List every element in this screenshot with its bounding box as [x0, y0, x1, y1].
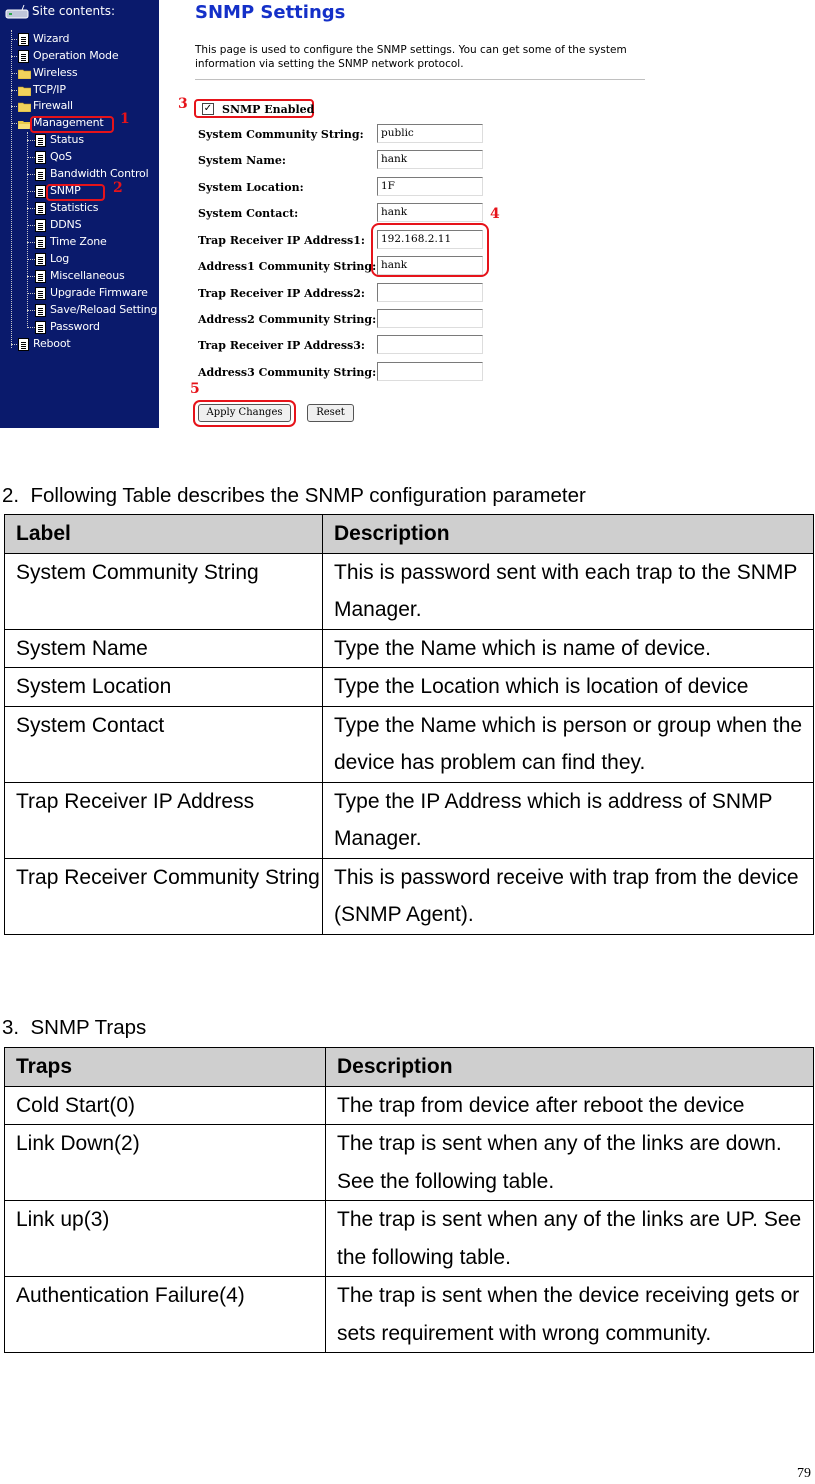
trap-cell: Cold Start(0) [5, 1086, 326, 1125]
doc-icon [35, 185, 46, 198]
router-logo-icon [4, 4, 30, 22]
field-label: Trap Receiver IP Address2: [198, 287, 365, 300]
tree-connector [27, 327, 35, 328]
field-label: Trap Receiver IP Address1: [198, 234, 365, 247]
divider [195, 79, 645, 80]
section-2-heading: 2. Following Table describes the SNMP configuration parameter [2, 484, 586, 507]
table-header-row [5, 1048, 814, 1087]
doc-icon [18, 338, 29, 351]
callout-number: 1 [120, 111, 130, 127]
callout-box-snmp [46, 184, 105, 201]
sidebar-item[interactable]: Operation Mode [33, 49, 119, 62]
table-row [5, 668, 814, 707]
sidebar-item[interactable]: Wizard [33, 32, 70, 45]
snmp-enabled-label: SNMP Enabled [222, 103, 315, 116]
page-title: SNMP Settings [195, 2, 346, 23]
tree-connector [27, 310, 35, 311]
sidebar-title: Site contents: [32, 4, 116, 18]
description-cell: Type the Name which is person or group when the device has problem can find they. [323, 706, 814, 782]
page-description: This page is used to configure the SNMP settings. You can get some of the system information via setting the SNMP network protocol. [195, 44, 627, 70]
sidebar-item[interactable]: Firewall [33, 99, 73, 112]
tree-connector [27, 276, 35, 277]
description-cell: Type the Name which is name of device. [323, 629, 814, 668]
label-cell: Trap Receiver IP Address [5, 782, 323, 858]
tree-connector [27, 174, 35, 175]
field-label: System Contact: [198, 207, 299, 220]
sidebar-item[interactable]: Miscellaneous [50, 269, 125, 282]
field-label: Address2 Community String: [198, 313, 377, 326]
sidebar-item[interactable]: Reboot [33, 337, 71, 350]
field-label: System Name: [198, 154, 286, 167]
sidebar-item[interactable]: Save/Reload Setting [50, 303, 158, 316]
sidebar-item[interactable]: Management [33, 116, 104, 129]
apply-changes-button[interactable]: Apply Changes [198, 404, 291, 422]
trap-cell: Link up(3) [5, 1201, 326, 1277]
label-cell: System Name [5, 629, 323, 668]
description-cell: The trap from device after reboot the device [326, 1086, 814, 1125]
sidebar-item[interactable]: Wireless [33, 66, 78, 79]
description-cell: This is password sent with each trap to the SNMP Manager. [323, 553, 814, 629]
snmp-traps-table [4, 1047, 814, 1353]
doc-icon [35, 236, 46, 249]
doc-icon [18, 50, 29, 63]
tree-connector [27, 191, 35, 192]
folder-icon [18, 86, 31, 96]
tree-connector [27, 259, 35, 260]
tree-connector [27, 208, 35, 209]
sidebar-item[interactable]: Statistics [50, 201, 99, 214]
field-input[interactable] [377, 283, 483, 302]
description-cell: This is password receive with trap from the device (SNMP Agent). [323, 858, 814, 934]
tree-connector [27, 242, 35, 243]
field-input[interactable]: hank [377, 150, 483, 169]
folder-icon [18, 69, 31, 79]
snmp-traps-rows [5, 1086, 814, 1353]
column-header-description: Description [323, 515, 814, 554]
doc-icon [18, 33, 29, 46]
callout-number: 3 [178, 96, 188, 112]
doc-icon [35, 151, 46, 164]
doc-icon [35, 253, 46, 266]
callout-number: 2 [113, 180, 123, 196]
sidebar-item[interactable]: Password [50, 320, 100, 333]
field-input[interactable]: 192.168.2.11 [377, 230, 483, 249]
field-label: System Location: [198, 181, 304, 194]
description-cell: The trap is sent when any of the links are UP. See the following table. [326, 1201, 814, 1277]
field-input[interactable]: public [377, 124, 483, 143]
sidebar-item[interactable]: Time Zone [50, 235, 107, 248]
field-input[interactable]: 1F [377, 177, 483, 196]
label-cell: System Contact [5, 706, 323, 782]
description-cell: The trap is sent when the device receiving gets or sets requirement with wrong community. [326, 1277, 814, 1353]
tree-connector [27, 225, 35, 226]
doc-icon [35, 202, 46, 215]
field-label: Trap Receiver IP Address3: [198, 339, 365, 352]
table-row [5, 553, 814, 629]
section-3-heading: 3. SNMP Traps [2, 1016, 147, 1039]
label-cell: Trap Receiver Community String [5, 858, 323, 934]
doc-icon [35, 304, 46, 317]
column-header-label: Label [5, 515, 323, 554]
snmp-parameter-table [4, 514, 814, 935]
doc-icon [35, 321, 46, 334]
field-label: System Community String: [198, 128, 364, 141]
column-header-traps: Traps [5, 1048, 326, 1087]
tree-line [27, 132, 28, 328]
table-row [5, 782, 814, 858]
snmp-settings-panel [159, 0, 815, 428]
sidebar-item[interactable]: QoS [50, 150, 72, 163]
snmp-enabled-checkbox[interactable]: ✓ [203, 103, 213, 114]
column-header-description: Description [326, 1048, 814, 1087]
table-header-row [5, 515, 814, 554]
sidebar-item[interactable]: TCP/IP [33, 83, 66, 96]
table-row [5, 1201, 814, 1277]
doc-icon [35, 287, 46, 300]
folder-icon [18, 102, 31, 112]
callout-number: 4 [490, 206, 500, 222]
doc-icon [35, 168, 46, 181]
field-input[interactable]: hank [377, 203, 483, 222]
callout-number: 5 [190, 381, 200, 397]
field-input[interactable] [377, 309, 483, 328]
field-input[interactable]: hank [377, 256, 483, 275]
tree-connector [27, 157, 35, 158]
label-cell: System Community String [5, 553, 323, 629]
label-cell: System Location [5, 668, 323, 707]
field-label: Address1 Community String: [198, 260, 377, 273]
trap-cell: Authentication Failure(4) [5, 1277, 326, 1353]
sidebar-item[interactable]: Log [50, 252, 70, 265]
sidebar-item[interactable]: Upgrade Firmware [50, 286, 148, 299]
snmp-parameter-rows [5, 553, 814, 934]
site-contents-sidebar [0, 0, 159, 428]
doc-icon [35, 219, 46, 232]
doc-icon [35, 270, 46, 283]
table-row [5, 706, 814, 782]
callout-box-management [30, 116, 114, 133]
reset-button[interactable]: Reset [307, 404, 354, 422]
sidebar-item[interactable]: SNMP [50, 184, 81, 197]
table-row [5, 1125, 814, 1201]
table-row [5, 1277, 814, 1353]
table-row [5, 629, 814, 668]
snmp-settings-screenshot [0, 0, 815, 428]
sidebar-item[interactable]: Status [50, 133, 84, 146]
sidebar-item[interactable]: Bandwidth Control [50, 167, 149, 180]
table-row [5, 1086, 814, 1125]
field-input[interactable] [377, 362, 483, 381]
tree-line [11, 30, 12, 348]
field-input[interactable] [377, 335, 483, 354]
page-number: 79 [797, 1466, 811, 1481]
table-row [5, 858, 814, 934]
description-cell: The trap is sent when any of the links are down. See the following table. [326, 1125, 814, 1201]
description-cell: Type the IP Address which is address of SNMP Manager. [323, 782, 814, 858]
callout-box-trap-receiver [371, 223, 489, 277]
tree-connector [27, 293, 35, 294]
trap-cell: Link Down(2) [5, 1125, 326, 1201]
field-label: Address3 Community String: [198, 366, 377, 379]
sidebar-item[interactable]: DDNS [50, 218, 82, 231]
description-cell: Type the Location which is location of device [323, 668, 814, 707]
tree-connector [27, 140, 35, 141]
doc-icon [35, 134, 46, 147]
